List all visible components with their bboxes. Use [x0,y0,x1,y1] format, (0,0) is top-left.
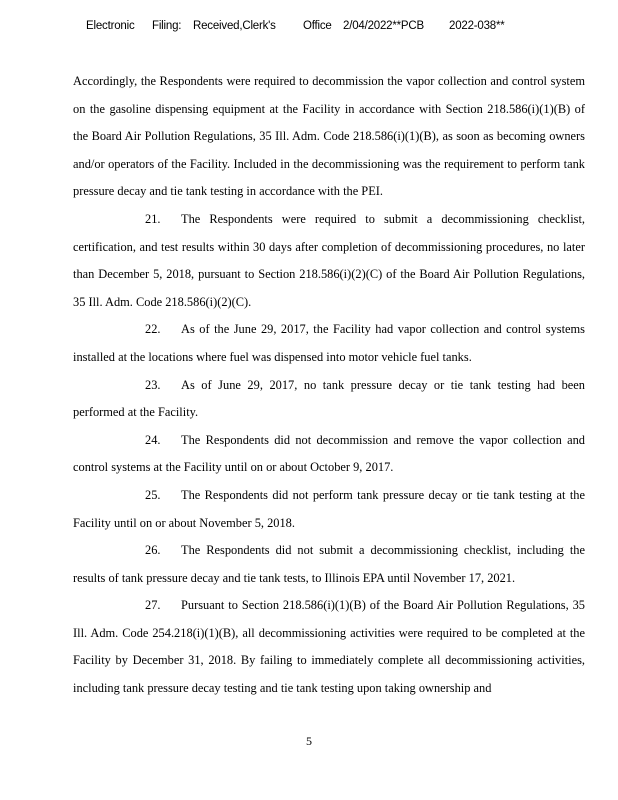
paragraph-text: Pursuant to Section 218.586(i)(1)(B) of the Board Air Pollution Regulations, 35 Ill. Adm. Code 254.218(i)(1)(B), all decommissioning activities were required to be completed at the Facility by December 31, 2018. By failing to immediately complete all decommissioning activities, including tank pressure decay testing and tie tank testing upon taking ownership and [73,598,585,696]
document-body [73,68,585,703]
paragraph-text: As of June 29, 2017, no tank pressure decay or tie tank testing had been performed at the Facility. [73,377,585,420]
paragraph-27 [73,592,585,702]
paragraph-26 [73,537,585,592]
paragraph-number: 23. [145,377,161,392]
filing-stamp-header [0,20,618,36]
header-received: Received,Clerk's [193,20,276,32]
paragraph-number: 26. [145,543,161,558]
header-office: Office [303,20,332,32]
paragraph-22 [73,316,585,371]
paragraph-text: As of the June 29, 2017, the Facility had vapor collection and control systems installed at the locations where fuel was dispensed into motor vehicle fuel tanks. [73,322,585,364]
paragraph-text: The Respondents did not decommission and remove the vapor collection and control systems at the Facility until on or about October 9, 2017. [73,432,585,475]
header-date: 2/04/2022**PCB [343,20,424,32]
paragraph-number: 24. [145,432,161,447]
page-number: 5 [306,734,312,748]
paragraph-24 [73,427,585,482]
paragraph-21 [73,206,585,316]
paragraph-23 [73,372,585,427]
paragraph-text: Accordingly, the Respondents were required to decommission the vapor collection and control system on the gasoline dispensing equipment at the Facility in accordance with Section 218.586(i)(1)(B) of the Board Air Pollution Regulations, 35 Ill. Adm. Code 218.586(i)(1)(B), as soon as becoming owners and/or operators of the Facility. Included in the decommissioning was the requirement to perform tank pressure decay and tie tank testing in accordance with the PEI. [73,74,585,199]
paragraph-text: The Respondents did not perform tank pressure decay or tie tank testing at the Facility until on or about November 5, 2018. [73,487,585,530]
header-filing: Filing: [152,20,182,32]
header-electronic: Electronic [86,20,135,32]
header-case-number: 2022-038** [449,20,505,32]
paragraph-number: 27. [145,598,161,613]
paragraph-25 [73,482,585,537]
paragraph-number: 25. [145,487,161,502]
paragraph-number: 21. [145,211,161,226]
paragraph-text: The Respondents did not submit a decommissioning checklist, including the results of tank pressure decay and tie tank tests, to Illinois EPA until November 17, 2021. [73,543,585,585]
paragraph-number: 22. [145,322,161,337]
paragraph-continued [73,68,585,206]
paragraph-text: The Respondents were required to submit a decommissioning checklist, certification, and test results within 30 days after completion of decommissioning procedures, no later than December 5, 2018, pursuant to Section 218.586(i)(2)(C) of the Board Air Pollution Regulations, 35 Ill. Adm. Code 218.586(i)(2)(C). [73,211,585,309]
